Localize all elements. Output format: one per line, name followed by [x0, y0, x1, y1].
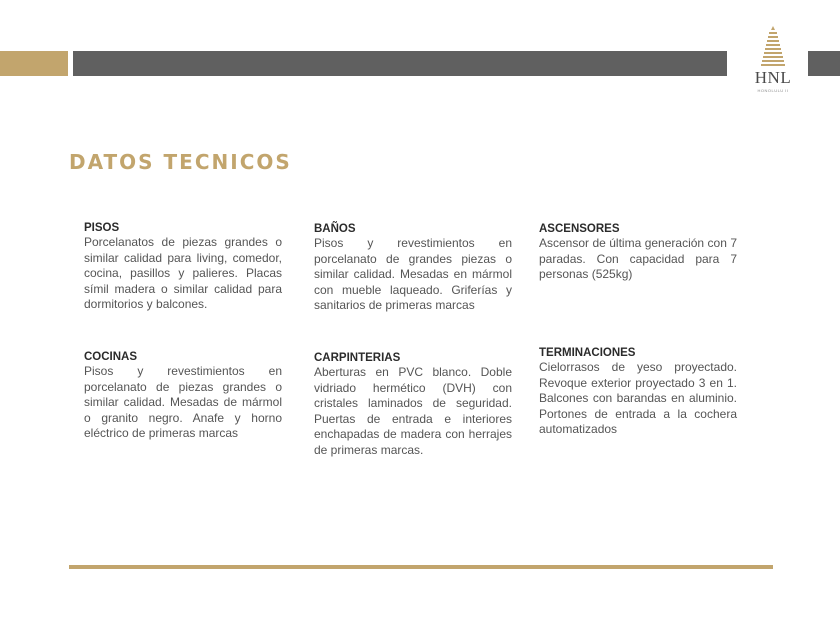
section-body: Ascensor de última generación con 7 paradas. Con capacidad para 7 personas (525kg)	[539, 236, 737, 282]
section-body: Aberturas en PVC blanco. Doble vidriado hermético (DVH) con cristales laminados de seguridad. Puertas de entrada e interiores enchapadas de madera con herrajes de primeras marcas.	[314, 365, 512, 457]
section-banos	[314, 223, 512, 314]
section-heading: ASCENSORES	[539, 223, 620, 235]
brand-logo	[748, 24, 798, 96]
section-cocinas	[84, 351, 282, 442]
section-body: Porcelanatos de piezas grandes o similar calidad para living, comedor, cocina, pasillos y palieres. Placas símil madera o similar calidad para dormitorios y balcones.	[84, 235, 282, 312]
section-body: Pisos y revestimientos en porcelanato de piezas grandes o similar calidad. Mesadas de mármol o granito negro. Anafe y horno eléctrico de primeras marcas	[84, 364, 282, 441]
section-heading: BAÑOS	[314, 223, 356, 235]
section-carpinterias	[314, 352, 512, 459]
section-terminaciones	[539, 347, 737, 438]
header-gray-bar-right	[808, 51, 840, 76]
footer-divider	[69, 565, 773, 569]
building-logo-icon	[748, 24, 798, 68]
logo-subtext: HONOLULU II	[757, 88, 789, 93]
header-gold-bar	[0, 51, 68, 76]
section-ascensores	[539, 223, 737, 283]
page-title: DATOS TECNICOS	[69, 150, 292, 174]
section-heading: COCINAS	[84, 351, 138, 363]
header-gray-bar	[73, 51, 727, 76]
section-pisos	[84, 222, 282, 313]
section-heading: CARPINTERIAS	[314, 352, 401, 364]
section-body: Cielorrasos de yeso proyectado. Revoque exterior proyectado 3 en 1. Balcones con barandas en aluminio. Portones de entrada a la cochera automatizados	[539, 360, 737, 437]
section-heading: PISOS	[84, 222, 120, 234]
logo-wordmark: HNL	[754, 68, 792, 87]
section-body: Pisos y revestimientos en porcelanato de grandes piezas o similar calidad. Mesadas en mármol con mueble laqueado. Griferías y sanitarios de primeras marcas	[314, 236, 512, 313]
section-heading: TERMINACIONES	[539, 347, 636, 359]
